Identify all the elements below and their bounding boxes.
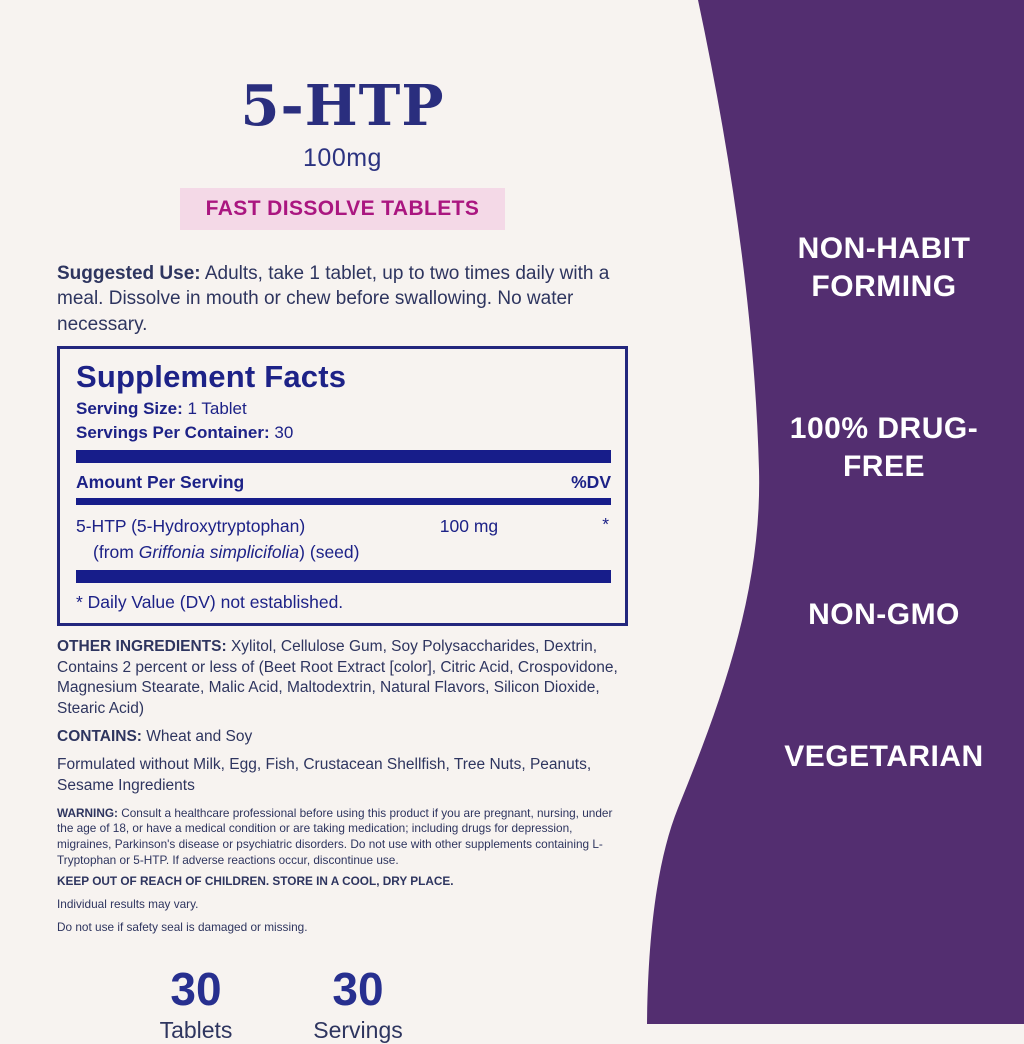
dv-footnote: * Daily Value (DV) not established.	[76, 591, 344, 612]
servings-value: 30	[269, 422, 294, 442]
divider-thick-bottom	[76, 570, 611, 583]
warning-text: Consult a healthcare professional before using this product if you are pregnant, nursing, under the age of 18, or have a medical condition or are taking medication; including drugs for depression, migraines, Parkinson's disease or psychiatric disorders. Do not use with other supplements containing L-Tryptophan or 5-HTP. If adverse reactions occur, discontinue use.	[57, 805, 613, 867]
other-ingredients-text: Xylitol, Cellulose Gum, Soy Polysaccharides, Dextrin, Contains 2 percent or less of (Beet Root Extract [color], Citric Acid, Crospovidone, Magnesium Stearate, Malic Acid, Maltodextrin, Natural Flavors, Silicon Dioxide, Stearic Acid)	[57, 637, 618, 717]
ingredient-source-prefix: (from	[93, 541, 139, 562]
product-dosage: 100mg	[303, 143, 382, 172]
servings-label: Servings Per Container:	[76, 422, 270, 442]
suggested-use-text: Adults, take 1 tablet, up to two times daily with a meal. Dissolve in mouth or chew before swallowing. No water necessary.	[57, 262, 610, 335]
suggested-use	[57, 261, 628, 337]
product-title: 5-HTP	[240, 73, 445, 139]
ingredient-source-suffix: ) (seed)	[299, 541, 360, 562]
safety-seal-disclaimer: Do not use if safety seal is damaged or missing.	[57, 920, 308, 935]
tablets-count-label: Tablets	[159, 1017, 233, 1044]
dv-header: %DV	[571, 471, 611, 492]
divider-thin	[76, 498, 611, 505]
serving-size-line	[76, 399, 611, 419]
facts-table-header	[76, 472, 611, 493]
claim-vegetarian: VEGETARIAN	[784, 740, 984, 773]
fast-dissolve-badge: FAST DISSOLVE TABLETS	[180, 188, 506, 230]
count-row	[57, 963, 628, 1044]
title-block	[57, 73, 628, 230]
warning-label: WARNING:	[57, 805, 118, 820]
label-column	[57, 0, 628, 1044]
tablets-count-value: 30	[170, 963, 222, 1016]
contains-text: Wheat and Soy	[141, 728, 253, 746]
ingredient-row	[76, 513, 611, 537]
contains-statement	[57, 728, 628, 746]
ingredient-amount: 100 mg	[439, 515, 499, 536]
servings-count-label: Servings	[313, 1017, 403, 1044]
suggested-use-label: Suggested Use:	[57, 262, 201, 284]
servings-count-value: 30	[332, 963, 384, 1016]
ingredient-source-line	[76, 542, 611, 563]
other-ingredients	[57, 637, 628, 719]
supplement-facts-title: Supplement Facts	[76, 358, 347, 394]
amount-per-serving-header: Amount Per Serving	[76, 471, 245, 492]
claim-drug-free: 100% DRUG-FREE	[789, 412, 979, 484]
ingredient-source-botanical: Griffonia simplicifolia	[138, 541, 300, 562]
contains-label: CONTAINS:	[57, 728, 142, 746]
serving-size-value: 1 Tablet	[182, 398, 247, 418]
ingredient-dv: *	[602, 513, 609, 534]
divider-thick-top	[76, 450, 611, 463]
storage-statement: KEEP OUT OF REACH OF CHILDREN. STORE IN A COOL, DRY PLACE.	[57, 874, 454, 889]
tablets-count	[115, 963, 277, 1044]
other-ingredients-label: OTHER INGREDIENTS:	[57, 637, 227, 655]
warning-statement	[57, 806, 628, 869]
claim-non-gmo: NON-GMO	[808, 598, 960, 631]
serving-size-label: Serving Size:	[76, 398, 183, 418]
claim-non-habit-forming: NON-HABIT FORMING	[797, 232, 971, 304]
formulated-without-statement: Formulated without Milk, Egg, Fish, Crustacean Shellfish, Tree Nuts, Peanuts, Sesame Ingredients	[57, 756, 592, 794]
supplement-facts-box	[57, 346, 628, 626]
ingredient-name: 5-HTP (5-Hydroxytryptophan)	[76, 515, 306, 536]
results-disclaimer: Individual results may vary.	[57, 897, 199, 912]
servings-per-container-line	[76, 423, 611, 443]
servings-count	[277, 963, 439, 1044]
